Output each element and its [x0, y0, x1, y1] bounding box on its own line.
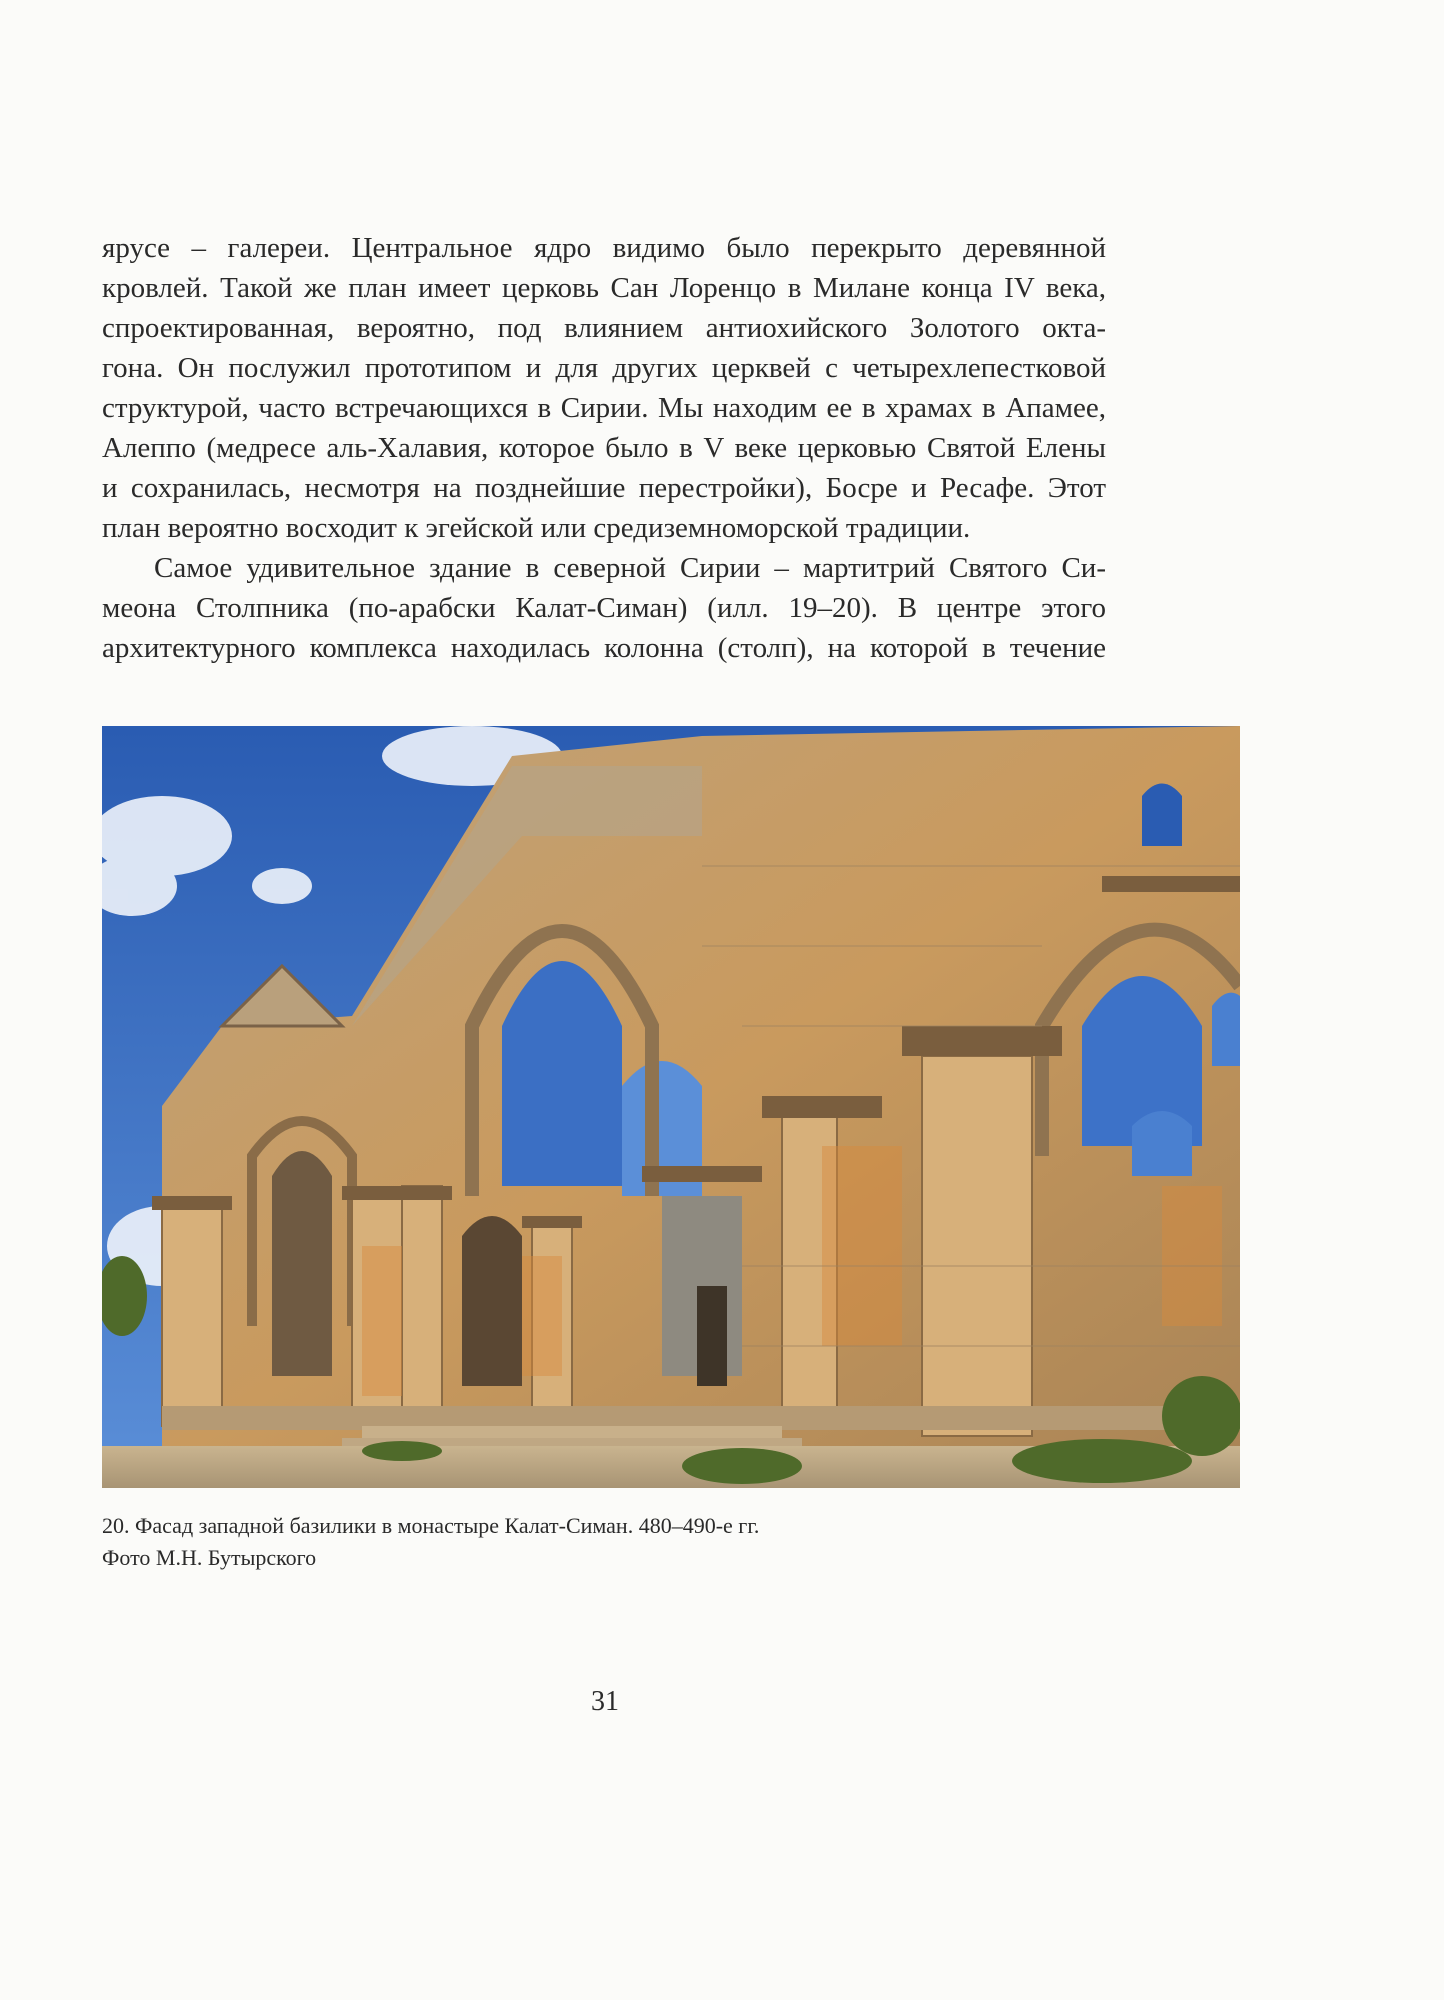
text-line: гона. Он послужил прототипом и для других церквей с четырехлепестковой	[102, 352, 1106, 384]
page-number: 31	[591, 1686, 619, 1717]
body-text	[102, 228, 1106, 668]
text-line: меона Столпника (по-арабски Калат-Симан) (илл. 19–20). В центре этого	[102, 592, 1106, 624]
text-line: архитектурного комплекса находилась колонна (столп), на которой в течение	[102, 632, 1106, 664]
basilica-photo	[102, 726, 1240, 1488]
text-line: план вероятно восходит к эгейской или средиземноморской традиции.	[102, 512, 971, 544]
text-line: структурой, часто встречающихся в Сирии. Мы находим ее в храмах в Апамее,	[102, 392, 1106, 424]
text-line: Самое удивительное здание в северной Сирии – мартитрий Святого Си-	[154, 552, 1106, 584]
text-line: ярусе – галереи. Центральное ядро видимо было перекрыто деревянной	[102, 232, 1106, 264]
caption-line: 20. Фасад западной базилики в монастыре Калат-Симан. 480–490-е гг.	[102, 1513, 760, 1538]
basilica-illustration	[102, 726, 1240, 1488]
text-line: кровлей. Такой же план имеет церковь Сан Лоренцо в Милане конца IV века,	[102, 272, 1106, 304]
figure-caption	[102, 1510, 1202, 1574]
text-line: и сохранилась, несмотря на позднейшие перестройки), Босре и Ресафе. Этот	[102, 472, 1106, 504]
caption-credit: Фото М.Н. Бутырского	[102, 1545, 317, 1570]
text-line: Алеппо (медресе аль-Халавия, которое было в V веке церковью Святой Елены	[102, 432, 1106, 464]
text-line: спроектированная, вероятно, под влиянием антиохийского Золотого окта-	[102, 312, 1106, 344]
